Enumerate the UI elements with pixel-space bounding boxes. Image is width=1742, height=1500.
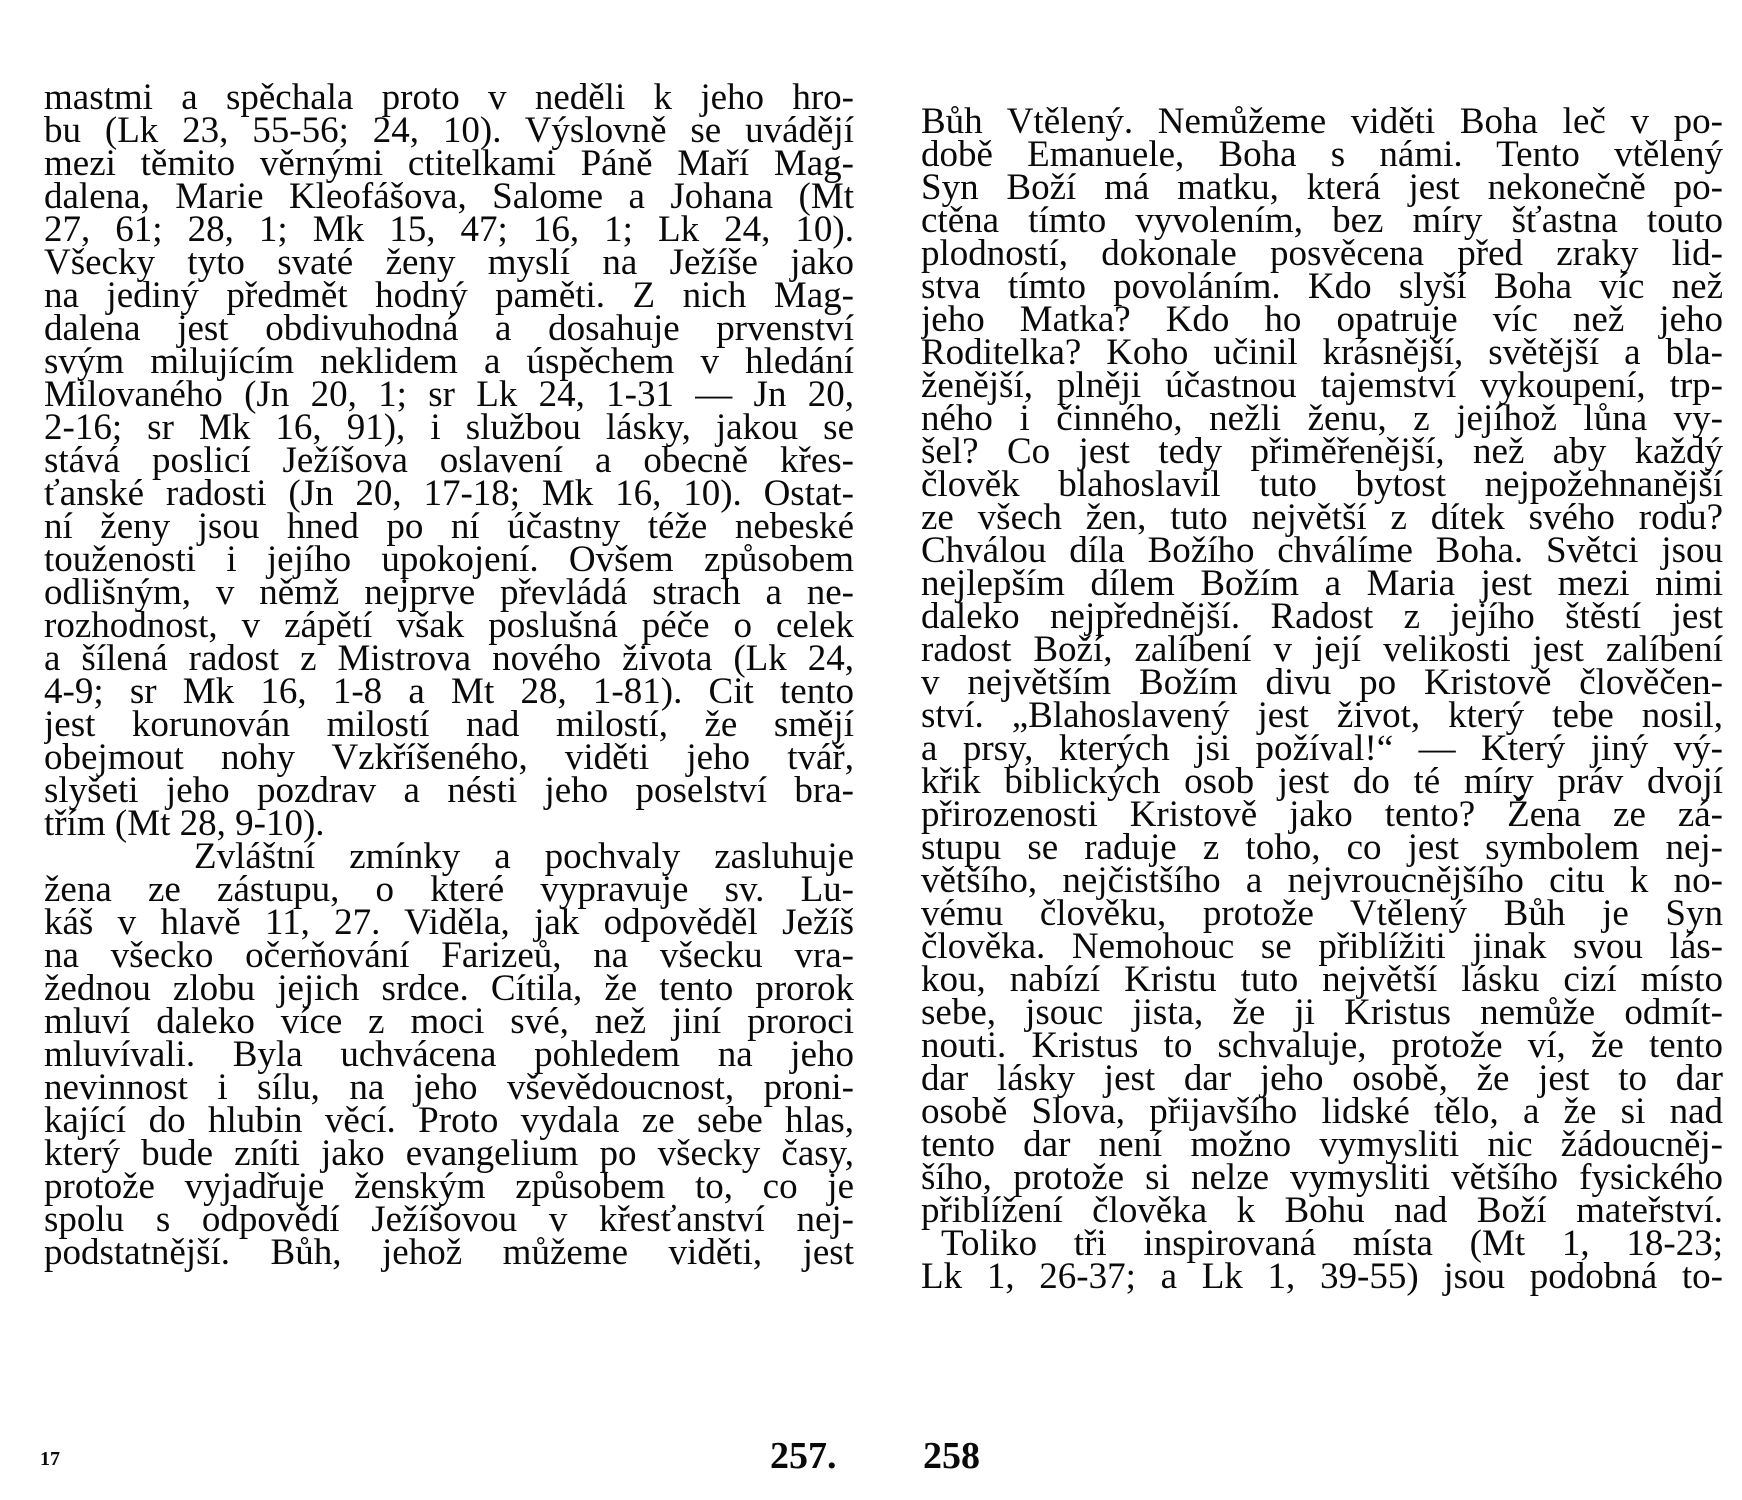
text-line: kající do hlubin věcí. Proto vydala ze sebe hlas, — [44, 1101, 854, 1141]
text-line: slyšeti jeho pozdrav a nésti jeho poselství bra- — [44, 771, 854, 811]
text-line: šel? Co jest tedy přiměřenější, než aby každý — [921, 432, 1723, 472]
text-line: protože vyjadřuje ženským způsobem to, co je — [44, 1167, 854, 1207]
text-line: podstatnější. Bůh, jehož můžeme viděti, jest — [44, 1233, 854, 1273]
page-number: 258 — [923, 1435, 980, 1477]
text-line: nouti. Kristus to schvaluje, protože ví, že tento — [921, 1026, 1723, 1066]
text-line: plodností, dokonale posvěcena před zraky lid- — [921, 234, 1723, 274]
text-line: Chválou díla Božího chválíme Boha. Světci jsou — [921, 531, 1723, 571]
text-line: káš v hlavě 11, 27. Viděla, jak odpověděl Ježíš — [44, 903, 854, 943]
text-line: odlišným, v němž nejprve převládá strach a ne- — [44, 573, 854, 613]
text-line: dar lásky jest dar jeho osobě, že jest to dar — [921, 1059, 1723, 1099]
text-line: dalena, Marie Kleofášova, Salome a Johana (Mt — [44, 177, 854, 217]
text-line: na jediný předmět hodný paměti. Z nich Mag- — [44, 276, 854, 316]
signature-mark: 17 — [40, 1448, 60, 1470]
text-line: ní ženy jsou hned po ní účastny téže nebeské — [44, 507, 854, 547]
text-line: době Emanuele, Boha s námi. Tento vtělený — [921, 135, 1723, 175]
text-line: 4-9; sr Mk 16, 1-8 a Mt 28, 1-81). Cit tento — [44, 672, 854, 712]
text-line: člověka. Nemohouc se přiblížiti jinak svou lás- — [921, 927, 1723, 967]
text-line: na všecko očerňování Farizeů, na všecku vra- — [44, 936, 854, 976]
text-line: Syn Boží má matku, která jest nekonečně po- — [921, 168, 1723, 208]
text-line: nejlepším dílem Božím a Maria jest mezi nimi — [921, 564, 1723, 604]
text-line: stává poslicí Ježíšova oslavení a obecně křes- — [44, 441, 854, 481]
page-number: 257. — [770, 1435, 837, 1477]
text-line: jeho Matka? Kdo ho opatruje víc než jeho — [921, 300, 1723, 340]
text-line: Bůh Vtělený. Nemůžeme viděti Boha leč v po- — [921, 102, 1723, 142]
text-line: radost Boží, zalíbení v její velikosti jest zalíbení — [921, 630, 1723, 670]
text-line: 27, 61; 28, 1; Mk 15, 47; 16, 1; Lk 24, 10). — [44, 210, 854, 250]
text-line: ze všech žen, tuto největší z dítek svého rodu? — [921, 498, 1723, 538]
text-line: kou, nabízí Kristu tuto největší lásku cizí místo — [921, 960, 1723, 1000]
text-line: přiblížení člověka k Bohu nad Boží mateřství. — [921, 1191, 1723, 1231]
text-line: daleko nejpřednější. Radost z jejího štěstí jest — [921, 597, 1723, 637]
text-line: mezi těmito věrnými ctitelkami Páně Maří Mag- — [44, 144, 854, 184]
text-line: touženosti i jejího upokojení. Ovšem způsobem — [44, 540, 854, 580]
text-line: žednou zlobu jejich srdce. Cítila, že tento prorok — [44, 969, 854, 1009]
text-line: Milovaného (Jn 20, 1; sr Lk 24, 1-31 — Jn 20, — [44, 375, 854, 415]
text-line: Roditelka? Koho učinil krásnější, světější a bla- — [921, 333, 1723, 373]
text-line: jest korunován milostí nad milostí, že smějí — [44, 705, 854, 745]
text-line: osobě Slova, přijavšího lidské tělo, a že si nad — [921, 1092, 1723, 1132]
text-line: Toliko tři inspirovaná místa (Mt 1, 18-23; — [941, 1224, 1723, 1264]
text-line: šího, protože si nelze vymysliti většího fysického — [921, 1158, 1723, 1198]
text-line: který bude zníti jako evangelium po všecky časy, — [44, 1134, 854, 1174]
text-line: obejmout nohy Vzkříšeného, viděti jeho tvář, — [44, 738, 854, 778]
text-line: spolu s odpovědí Ježíšovou v křesťanství nej- — [44, 1200, 854, 1240]
text-line: člověk blahoslavil tuto bytost nejpožehnanější — [921, 465, 1723, 505]
text-line: ťanské radosti (Jn 20, 17-18; Mk 16, 10). Ostat- — [44, 474, 854, 514]
text-line: stva tímto povoláním. Kdo slyší Boha víc než — [921, 267, 1723, 307]
text-line: žena ze zástupu, o které vypravuje sv. Lu- — [44, 870, 854, 910]
text-line: a prsy, kterých jsi požíval!“ — Který jiný vý- — [921, 729, 1723, 769]
text-line: tento dar není možno vymysliti nic žádoucněj- — [921, 1125, 1723, 1165]
text-line: a šílená radost z Mistrova nového života (Lk 24, — [44, 639, 854, 679]
text-line: ženější, plněji účastnou tajemství vykoupení, trp- — [921, 366, 1723, 406]
text-line: Lk 1, 26-37; a Lk 1, 39-55) jsou podobná to- — [921, 1257, 1723, 1297]
text-line: ctěna tímto vyvolením, bez míry šťastna touto — [921, 201, 1723, 241]
text-line: Zvláštní zmínky a pochvaly zasluhuje — [194, 837, 854, 877]
text-line: vému člověku, protože Vtělený Bůh je Syn — [921, 894, 1723, 934]
text-line: svým milujícím neklidem a úspěchem v hledání — [44, 342, 854, 382]
text-line: v největším Božím divu po Kristově člověčen- — [921, 663, 1723, 703]
text-line: mluvívali. Byla uchvácena pohledem na jeho — [44, 1035, 854, 1075]
text-line: 2-16; sr Mk 16, 91), i službou lásky, jakou se — [44, 408, 854, 448]
text-line: stupu se raduje z toho, co jest symbolem nej- — [921, 828, 1723, 868]
text-line: ství. „Blahoslavený jest život, který tebe nosil, — [921, 696, 1723, 736]
text-line: Všecky tyto svaté ženy myslí na Ježíše jako — [44, 243, 854, 283]
text-line: bu (Lk 23, 55-56; 24, 10). Výslovně se uvádějí — [44, 111, 854, 151]
text-line: mluví daleko více z moci své, než jiní proroci — [44, 1002, 854, 1042]
text-line: ného i činného, nežli ženu, z jejíhož lůna vy- — [921, 399, 1723, 439]
text-line: většího, nejčistšího a nejvroucnějšího citu k no- — [921, 861, 1723, 901]
text-line: sebe, jsouc jista, že ji Kristus nemůže odmít- — [921, 993, 1723, 1033]
text-line: dalena jest obdivuhodná a dosahuje prvenství — [44, 309, 854, 349]
text-line: rozhodnost, v zápětí však poslušná péče o celek — [44, 606, 854, 646]
text-line: nevinnost i sílu, na jeho vševědoucnost, proni- — [44, 1068, 854, 1108]
right-page-text — [871, 0, 1742, 1500]
right-page — [871, 0, 1742, 1500]
text-line: mastmi a spěchala proto v neděli k jeho hro- — [44, 78, 854, 118]
text-line: křik biblických osob jest do té míry práv dvojí — [921, 762, 1723, 802]
text-line: třím (Mt 28, 9-10). — [44, 804, 325, 844]
text-line: přirozenosti Kristově jako tento? Žena ze zá- — [921, 795, 1723, 835]
